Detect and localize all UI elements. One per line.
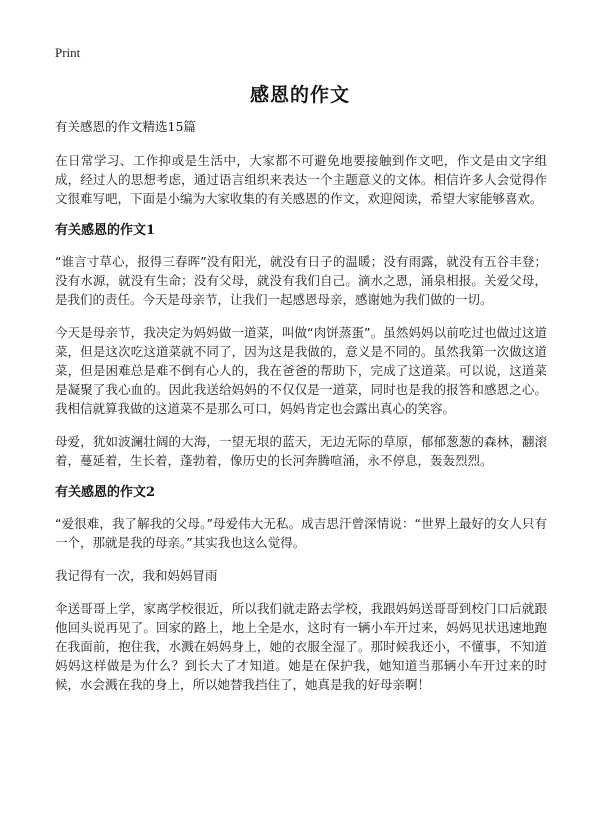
print-link[interactable]: Print	[55, 45, 81, 60]
body-paragraph: “爱很难，我了解我的父母。”母爱伟大无私。成吉思汗曾深情说：“世界上最好的女人只有一个，那就是我的母亲。”其实我也这么觉得。	[55, 516, 547, 550]
body-paragraph: 伞送哥哥上学，家离学校很近，所以我们就走路去学校，我跟妈妈送哥哥到校门口后就跟他回头说再见了。回家的路上，地上全是水，这时有一辆小车开过来，妈妈见状迅速地跑在我面前，抱住我，水溅在妈妈身上，她的衣服全湿了。那时候我还小，不懂事，不知道妈妈这样做是为什么？到长大了才知道。她是在保护我，她知道当那辆小车开过来的时候，水会溅在我的身上，所以她替我挡住了，她真是我的好母亲啊！	[55, 601, 547, 692]
page-title: 感恩的作文	[249, 84, 350, 106]
section-heading: 有关感恩的作文2	[55, 485, 156, 500]
article-body	[55, 118, 547, 708]
intro-paragraph: 在日常学习、工作抑或是生活中，大家都不可避免地要接触到作文吧，作文是由文字组成，经过人的思想考虑，通过语言组织来表达一个主题意义的文体。相信许多人会觉得作文很难写吧，下面是小编为大家收集的有关感恩的作文，欢迎阅读，希望大家能够喜欢。	[55, 153, 547, 206]
body-paragraph: 今天是母亲节，我决定为妈妈做一道菜，叫做“肉饼蒸蛋”。虽然妈妈以前吃过也做过这道菜，但是这次吃这道菜就不同了，因为这是我做的，意义是不同的。虽然我第一次做这道菜，但是困难总是难不倒有心人的，我在爸爸的帮助下，完成了这道菜。可以说，这道菜是凝聚了我心血的。因此我送给妈妈的不仅仅是一道菜，同时也是我的报答和感恩之心。我相信就算我做的这道菜不是那么可口，妈妈肯定也会露出真心的笑容。	[55, 325, 547, 416]
body-paragraph: 母爱，犹如波澜壮阔的大海，一望无垠的蓝天，无边无际的草原，郁郁葱葱的森林，翻滚着，蔓延着，生长着，蓬勃着，像历史的长河奔腾喧涌，永不停息，轰轰烈烈。	[55, 434, 547, 468]
body-paragraph: 我记得有一次，我和妈妈冒雨	[55, 568, 218, 583]
section-heading: 有关感恩的作文1	[55, 223, 156, 238]
body-paragraph: “谁言寸草心，报得三春晖”没有阳光，就没有日子的温暖；没有雨露，就没有五谷丰登；没有水源，就没有生命；没有父母，就没有我们自己。滴水之恩，涌泉相报。关爱父母，是我们的责任。今天是母亲节，让我们一起感恩母亲，感谢她为我们做的一切。	[55, 254, 547, 307]
article-subtitle: 有关感恩的作文精选15篇	[55, 119, 196, 134]
